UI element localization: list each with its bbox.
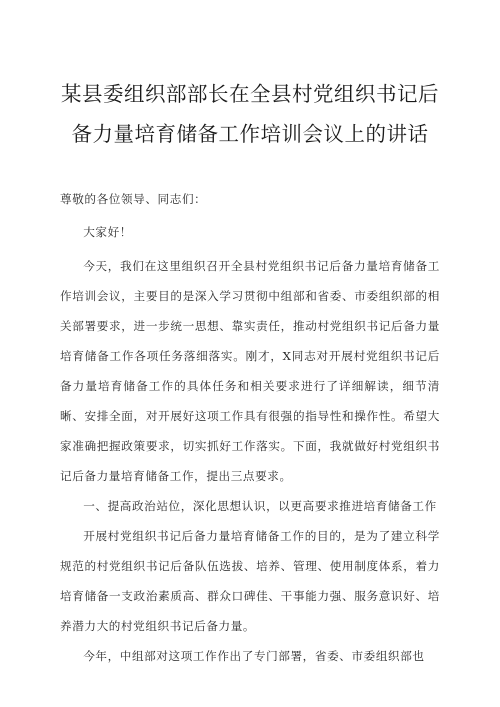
document-body xyxy=(60,186,440,671)
paragraph-purpose: 开展村党组织书记后备力量培育储备工作的目的，是为了建立科学规范的村党组织书记后备队伍选拔、培养、管理、使用制度体系，着力培育储备一支政治素质高、群众口碑佳、干事能力强、服务意识好、培养潜力大的村党组织书记后备力量。 xyxy=(60,529,440,633)
salutation: 尊敬的各位领导、同志们： xyxy=(60,192,207,206)
paragraph-opening: 今天，我们在这里组织召开全县村党组织书记后备力量培育储备工作培训会议，主要目的是深入学习贯彻中组部和省委、市委组织部的相关部署要求，进一步统一思想、靠实责任，推动村党组织书记后备力量培育储备工作各项任务落细落实。刚才，X同志对开展村党组织书记后备力量培育储备工作的具体任务和相关要求进行了详细解读，细节清晰、安排全面，对开展好这项工作具有很强的指导性和操作性。希望大家准确把握政策要求，切实抓好工作落实。下面，我就做好村党组织书记后备力量培育储备工作，提出三点要求。 xyxy=(60,259,440,483)
document-title: 某县委组织部部长在全县村党组织书记后备力量培育储备工作培训会议上的讲话 xyxy=(61,82,439,146)
greeting: 大家好！ xyxy=(83,225,132,239)
section-heading-one: 一、提高政治站位，深化思想认识，以更高要求推进培育储备工作 xyxy=(83,499,437,513)
paragraph-this-year: 今年，中组部对这项工作作出了专门部署，省委、市委组织部也 xyxy=(83,649,425,663)
